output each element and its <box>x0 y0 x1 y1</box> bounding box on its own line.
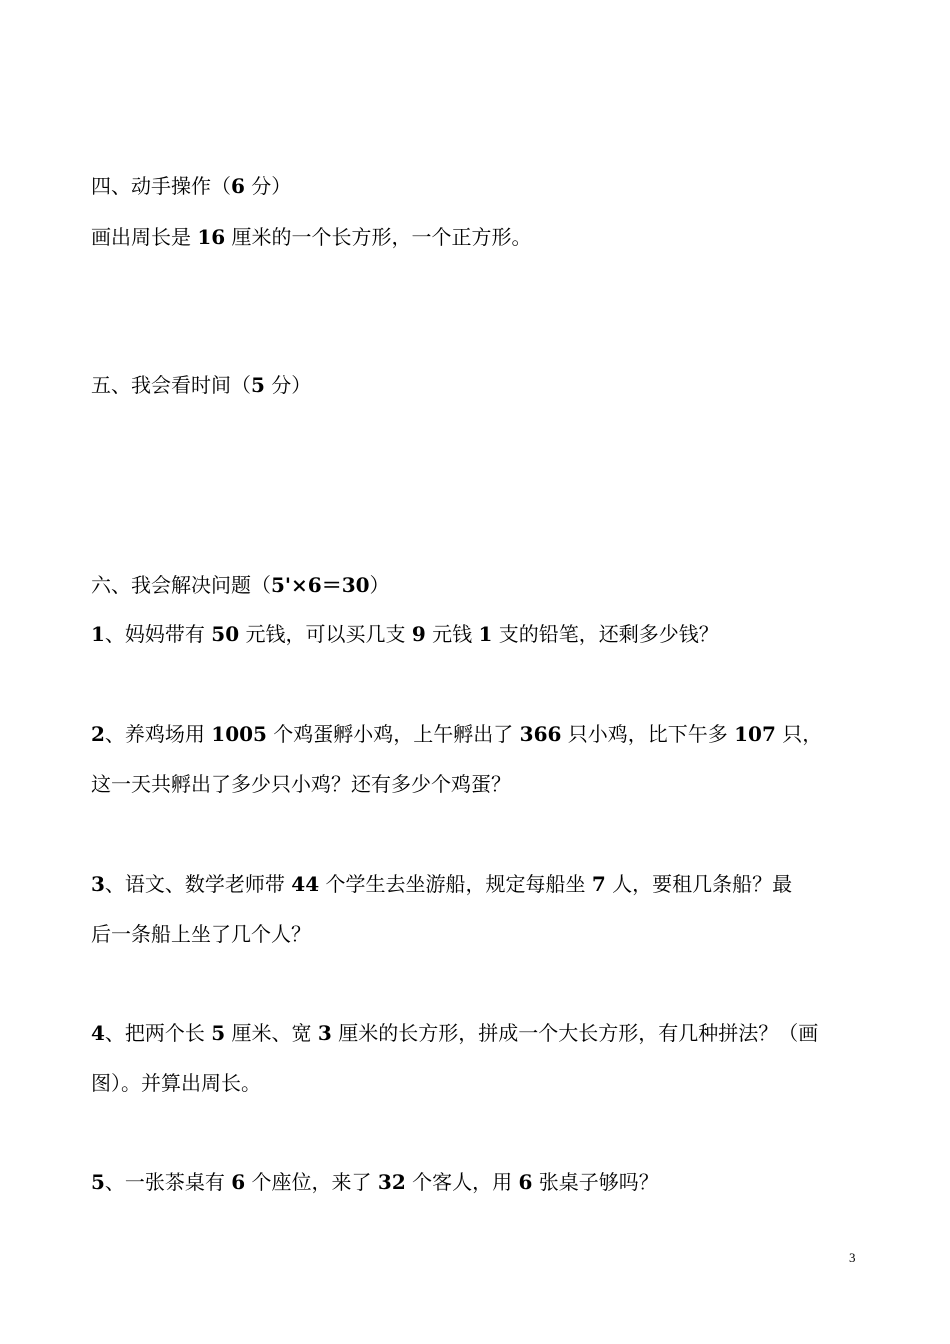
question-text: 支的铅笔，还剩多少钱？ <box>492 622 719 646</box>
heading-text-end: ） <box>369 573 390 597</box>
question-text: 人，要租几条船？最 <box>605 872 793 896</box>
question-3-line-2: 后一条船上坐了几个人？ <box>91 922 311 946</box>
question-number: 3 <box>91 872 105 896</box>
question-text: 个座位，来了 <box>245 1170 378 1194</box>
points-value: 6 <box>231 174 245 198</box>
section-4-heading <box>91 172 291 200</box>
question-number: 1 <box>91 622 105 646</box>
number-value: 5 <box>211 1021 226 1045</box>
question-text: 、妈妈带有 <box>104 622 212 646</box>
question-3 <box>91 870 792 898</box>
heading-text: 四、动手操作（ <box>91 174 231 198</box>
question-number: 5 <box>91 1170 105 1194</box>
number-value: 50 <box>211 622 240 646</box>
question-text: 个客人，用 <box>405 1170 519 1194</box>
question-2-line-2: 这一天共孵出了多少只小鸡？还有多少个鸡蛋？ <box>91 772 511 796</box>
question-text: 元钱，可以买几支 <box>239 622 412 646</box>
points-formula: 5'×6＝30 <box>271 573 370 597</box>
number-value: 3 <box>317 1021 332 1045</box>
question-text: 只小鸡，比下午多 <box>561 722 735 746</box>
heading-text: 五、我会看时间（ <box>91 373 251 397</box>
question-text: 只， <box>775 722 823 746</box>
question-number: 2 <box>91 722 105 746</box>
section-5-heading <box>91 371 311 399</box>
number-value: 1005 <box>211 722 267 746</box>
question-text: 、把两个长 <box>104 1021 212 1045</box>
question-4 <box>91 1019 818 1047</box>
page-number: 3 <box>849 1250 856 1265</box>
question-text: 张桌子够吗？ <box>532 1170 659 1194</box>
number-value: 1 <box>478 622 493 646</box>
task-text-end: 厘米的一个长方形，一个正方形。 <box>225 225 532 249</box>
number-value: 32 <box>377 1170 406 1194</box>
number-value: 6 <box>231 1170 246 1194</box>
question-4-line-2: 图）。并算出周长。 <box>91 1071 261 1095</box>
question-text: 厘米的长方形，拼成一个大长方形，有几种拼法？（画 <box>331 1021 819 1045</box>
number-value: 107 <box>734 722 776 746</box>
section-4-task <box>91 223 532 251</box>
question-text: 、一张茶桌有 <box>104 1170 232 1194</box>
question-5 <box>91 1168 659 1196</box>
question-text: 个学生去坐游船，规定每船坐 <box>319 872 592 896</box>
question-text: 厘米、宽 <box>225 1021 318 1045</box>
number-value: 9 <box>411 622 426 646</box>
number-value: 366 <box>519 722 562 746</box>
number-value: 7 <box>591 872 606 896</box>
number-value: 6 <box>518 1170 533 1194</box>
question-text: 、语文、数学老师带 <box>104 872 292 896</box>
heading-text-end: 分） <box>244 174 292 198</box>
heading-text-end: 分） <box>264 373 312 397</box>
question-1 <box>91 620 719 648</box>
perimeter-value: 16 <box>197 225 226 249</box>
question-number: 4 <box>91 1021 105 1045</box>
heading-text: 六、我会解决问题（ <box>91 573 271 597</box>
question-2 <box>91 720 822 748</box>
question-text: 元钱 <box>425 622 479 646</box>
question-text: 个鸡蛋孵小鸡，上午孵出了 <box>266 722 520 746</box>
question-text: 、养鸡场用 <box>104 722 212 746</box>
task-text: 画出周长是 <box>91 225 198 249</box>
section-6-heading <box>91 571 390 599</box>
number-value: 44 <box>291 872 320 896</box>
points-value: 5 <box>251 373 265 397</box>
